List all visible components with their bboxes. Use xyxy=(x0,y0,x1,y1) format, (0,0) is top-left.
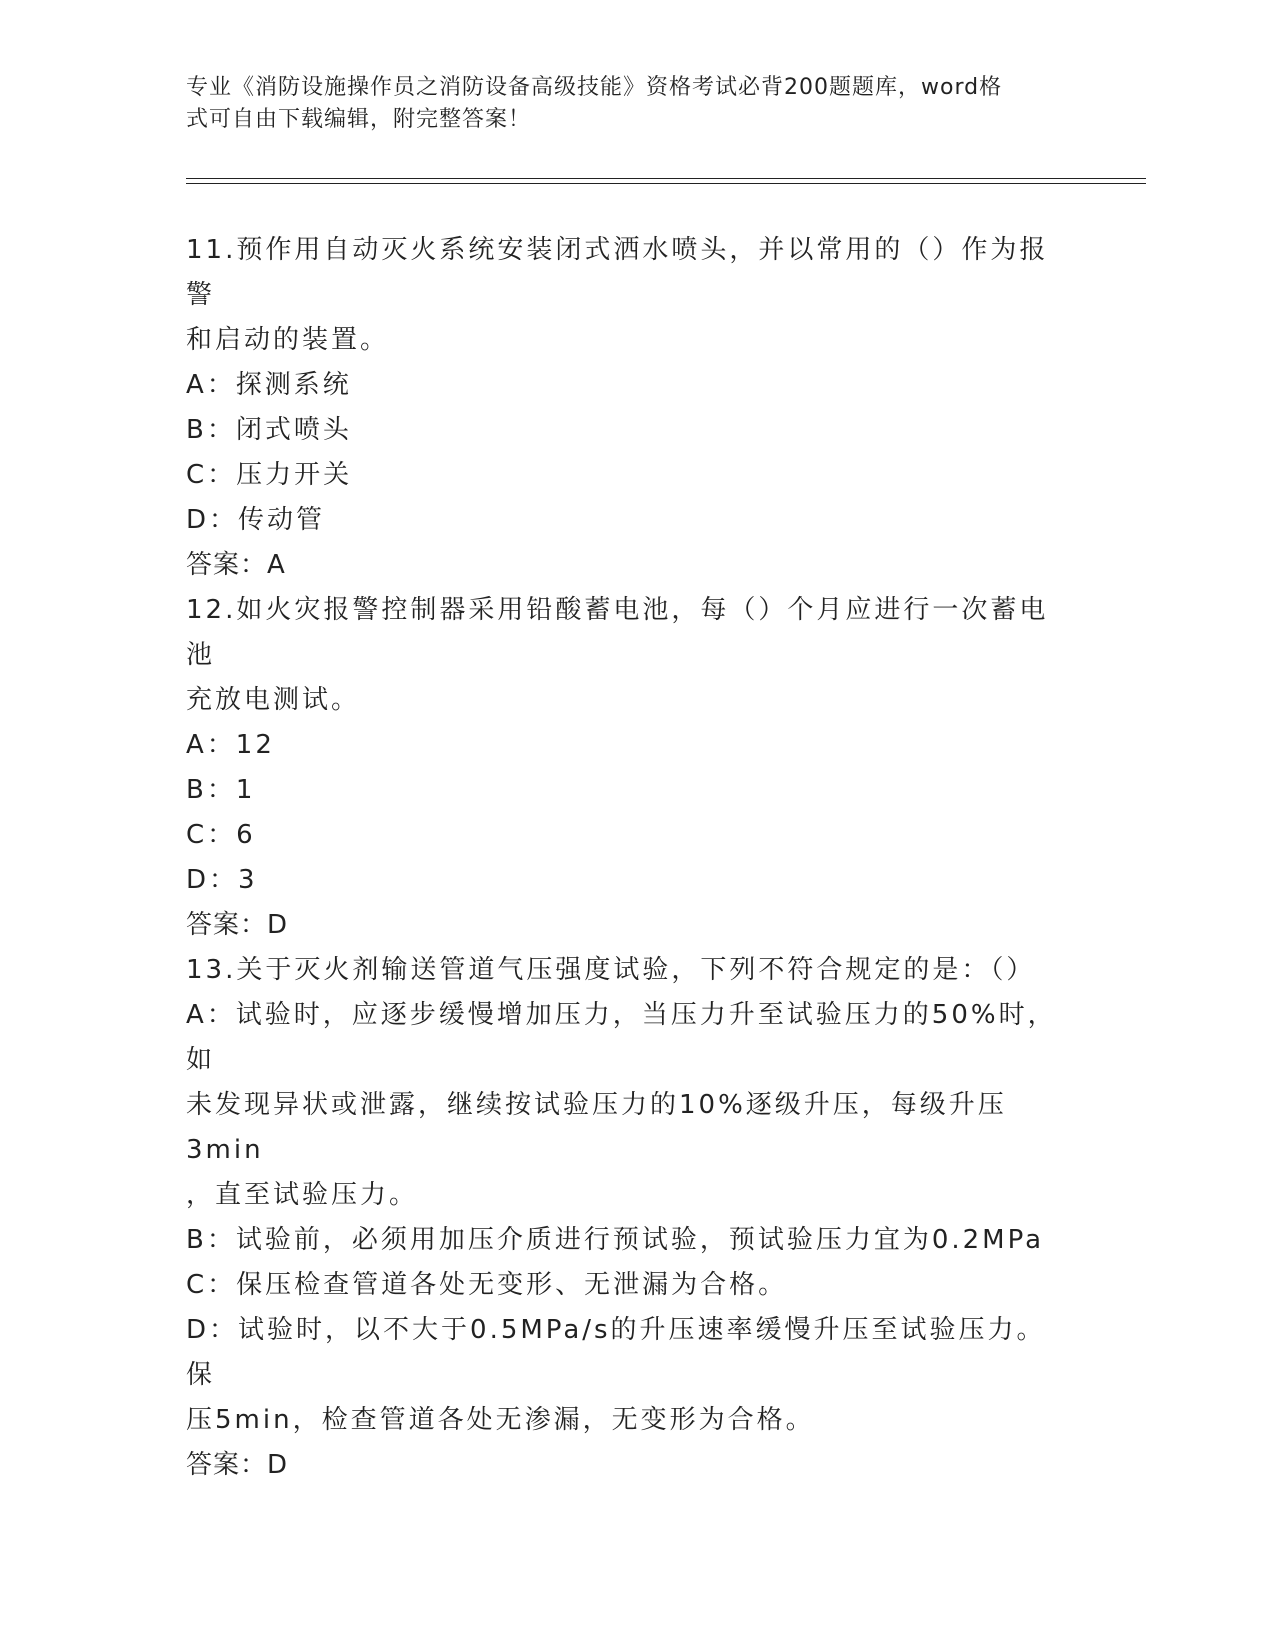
header-divider-top xyxy=(186,178,1146,179)
option-a: A：12 xyxy=(186,730,275,760)
option-d: D：3 xyxy=(186,865,258,895)
question-12 xyxy=(186,588,1066,948)
question-stem-line: 和启动的装置。 xyxy=(186,325,390,355)
question-13 xyxy=(186,948,1066,1488)
question-stem-line: 充放电测试。 xyxy=(186,685,361,715)
header-line-2: 式可自由下载编辑，附完整答案！ xyxy=(186,107,532,132)
question-stem-line: 13.关于灭火剂输送管道气压强度试验，下列不符合规定的是：（） xyxy=(186,955,1036,985)
answer-line: 答案：A xyxy=(186,550,286,580)
question-stem-line: 11.预作用自动灭火系统安装闭式洒水喷头，并以常用的（）作为报警 xyxy=(186,235,1049,310)
question-stem-line: 12.如火灾报警控制器采用铅酸蓄电池，每（）个月应进行一次蓄电池 xyxy=(186,595,1049,670)
option-a-line-3: ，直至试验压力。 xyxy=(186,1180,419,1210)
option-b: B：闭式喷头 xyxy=(186,415,352,445)
option-d-line-2: 压5min，检查管道各处无渗漏，无变形为合格。 xyxy=(186,1405,815,1435)
option-b: B：1 xyxy=(186,775,256,805)
document-header xyxy=(186,72,1066,136)
header-line-1: 专业《消防设施操作员之消防设备高级技能》资格考试必背200题题库，word格 xyxy=(186,75,1003,100)
answer-line: 答案：D xyxy=(186,910,289,940)
header-divider-bottom xyxy=(186,183,1146,184)
answer-line: 答案：D xyxy=(186,1450,289,1480)
option-b: B：试验前，必须用加压介质进行预试验，预试验压力宜为0.2MPa xyxy=(186,1225,1045,1255)
option-c: C：6 xyxy=(186,820,256,850)
option-d-line-1: D：试验时，以不大于0.5MPa/s的升压速率缓慢升压至试验压力。保 xyxy=(186,1315,1046,1390)
option-a-line-2: 未发现异状或泄露，继续按试验压力的10%逐级升压，每级升压3min xyxy=(186,1090,1007,1165)
option-a: A：探测系统 xyxy=(186,370,352,400)
option-d: D：传动管 xyxy=(186,505,326,535)
option-c: C：保压检查管道各处无变形、无泄漏为合格。 xyxy=(186,1270,788,1300)
option-c: C：压力开关 xyxy=(186,460,353,490)
option-a-line-1: A：试验时，应逐步缓慢增加压力，当压力升至试验压力的50%时，如 xyxy=(186,1000,1057,1075)
question-11 xyxy=(186,228,1066,588)
